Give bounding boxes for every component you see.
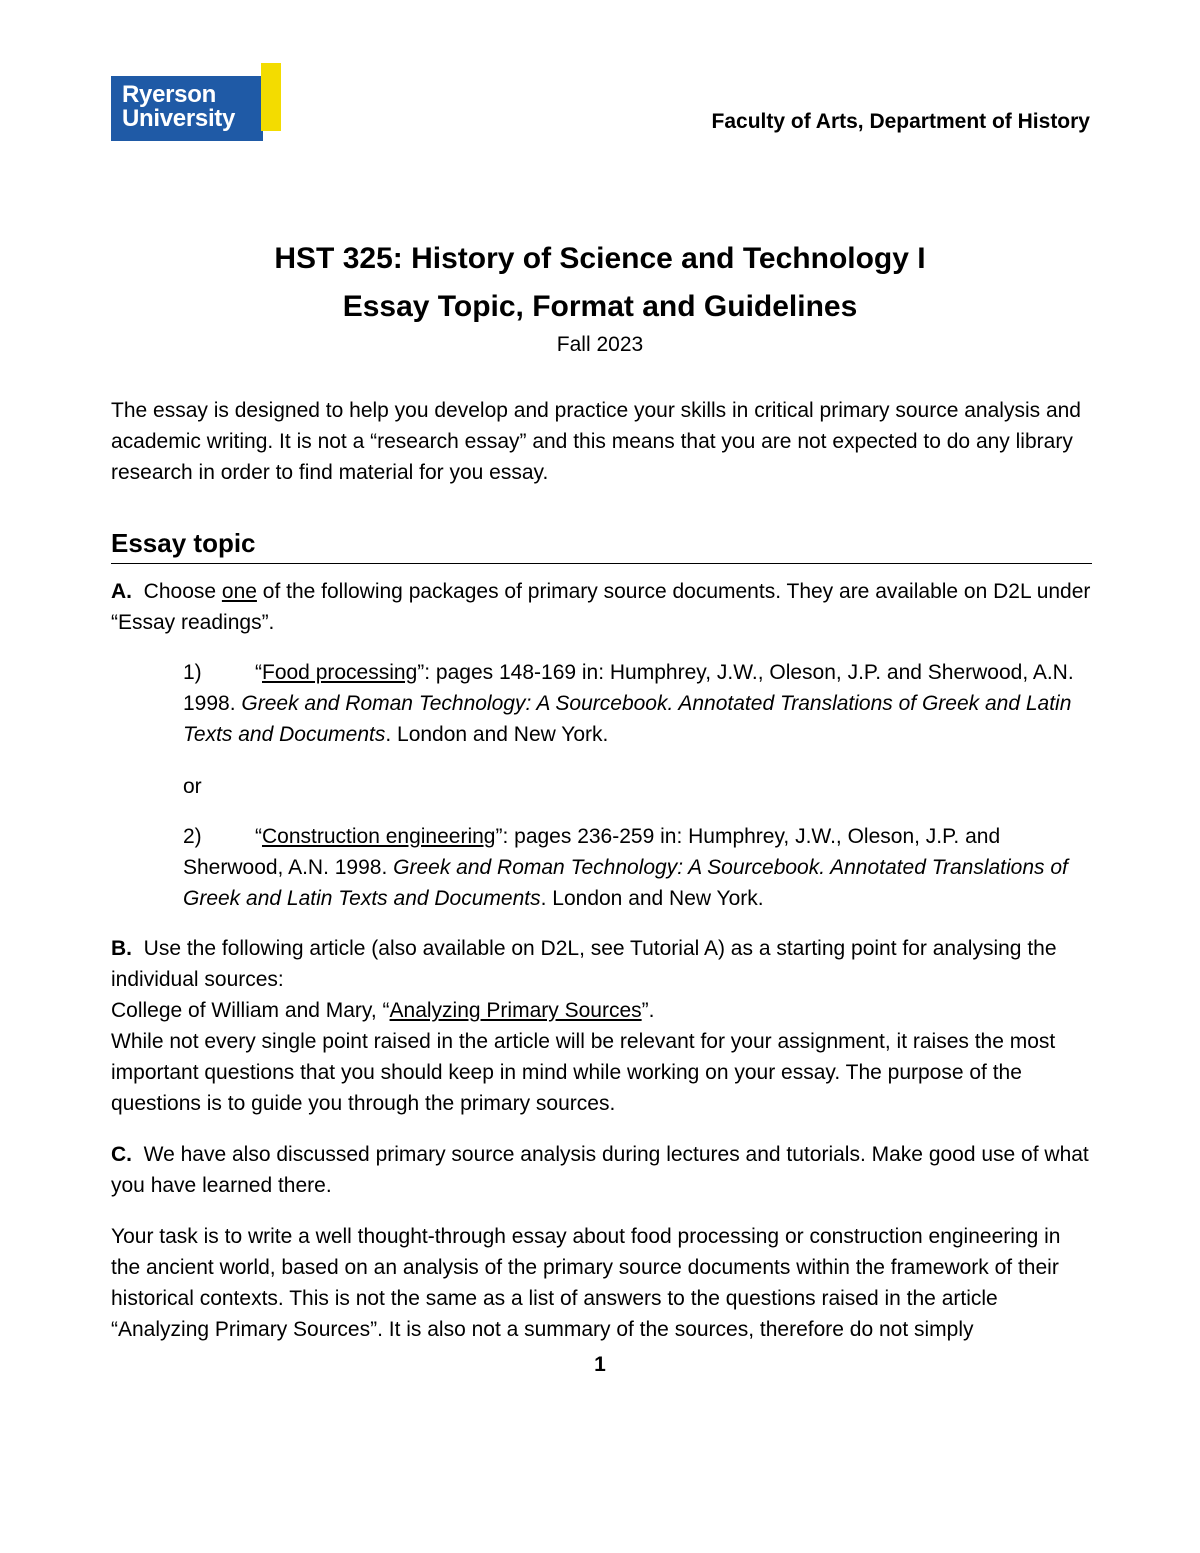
point-a-text-after: of the following packages of primary source documents. They are available on D2L under “Essay readings”. — [111, 580, 1091, 634]
logo-text — [122, 83, 235, 131]
option-number: 2) — [183, 825, 202, 848]
option-title: Construction engineering — [262, 825, 496, 848]
intro-paragraph: The essay is designed to help you develop and practice your skills in critical primary source analysis and academic writing. It is not a “research essay” and this means that you are not expected to do any library research in order to find material for you essay. — [111, 399, 1081, 484]
page-number: 1 — [594, 1353, 606, 1376]
point-a-marker: A. — [111, 580, 132, 603]
point-c-marker: C. — [111, 1143, 132, 1166]
task-paragraph: Your task is to write a well thought-through essay about food processing or construction engineering in the ancient world, based on an analysis of the primary source documents within the framework of their historical contexts. This is not the same as a list of answers to the questions raised in the article “Analyzing Primary Sources”. It is also not a summary of the sources, therefore do not simply — [111, 1225, 1061, 1341]
option-publisher: . London and New York. — [385, 723, 609, 746]
point-b-marker: B. — [111, 937, 132, 960]
point-a-underlined: one — [221, 580, 257, 603]
citation-suffix: ”. — [641, 999, 655, 1022]
point-b-text-2: While not every single point raised in the article will be relevant for your assignment, it raises the most important questions that you should keep in mind while working on your essay. The purpose of the questions is to guide you through the primary sources. — [111, 1030, 1056, 1115]
document-subtitle: Essay Topic, Format and Guidelines — [342, 290, 858, 323]
heading-rule — [111, 563, 1092, 564]
option-publisher: . London and New York. — [540, 887, 764, 910]
option-citation: ”: pages 236-259 in: Humphrey, J.W., Oleson, J.P. and Sherwood, A.N. 1998. — [183, 825, 1001, 879]
logo-line-1: Ryerson — [122, 81, 216, 108]
section-heading: Essay topic — [111, 528, 256, 558]
point-c — [111, 1139, 1091, 1201]
or-separator: or — [183, 775, 202, 798]
article-citation — [111, 995, 1091, 1026]
option-title: Food processing — [262, 661, 418, 684]
point-a-text-before: Choose — [143, 580, 222, 603]
logo-yellow-bar — [261, 63, 281, 131]
point-b-intro — [111, 933, 1091, 995]
logo-line-2: University — [122, 105, 236, 132]
point-b — [111, 933, 1091, 1119]
option-number: 1) — [183, 661, 202, 684]
point-b-text: Use the following article (also available on D2L, see Tutorial A) as a starting point for analysing the individual sources: — [111, 937, 1057, 991]
reading-option-2 — [183, 821, 1091, 914]
open-quote: “ — [255, 661, 262, 684]
option-citation: ”: pages 148-169 in: Humphrey, J.W., Oleson, J.P. and Sherwood, A.N. 1998. — [183, 661, 1074, 715]
reading-option-1 — [183, 657, 1091, 750]
option-book-title: Greek and Roman Technology: A Sourcebook. Annotated Translations of Greek and Latin Texts and Documents — [183, 856, 1068, 910]
option-book-title: Greek and Roman Technology: A Sourcebook. Annotated Translations of Greek and Latin Texts and Documents — [183, 692, 1072, 746]
university-logo — [111, 63, 271, 141]
citation-prefix: College of William and Mary, “ — [111, 999, 390, 1022]
course-title: HST 325: History of Science and Technology I — [274, 242, 926, 275]
faculty-header: Faculty of Arts, Department of History — [711, 110, 1090, 133]
point-a — [111, 576, 1091, 638]
article-link[interactable]: Analyzing Primary Sources — [389, 999, 642, 1022]
point-c-text: We have also discussed primary source analysis during lectures and tutorials. Make good use of what you have learned there. — [111, 1143, 1089, 1197]
open-quote: “ — [255, 825, 262, 848]
term-label: Fall 2023 — [556, 333, 644, 356]
